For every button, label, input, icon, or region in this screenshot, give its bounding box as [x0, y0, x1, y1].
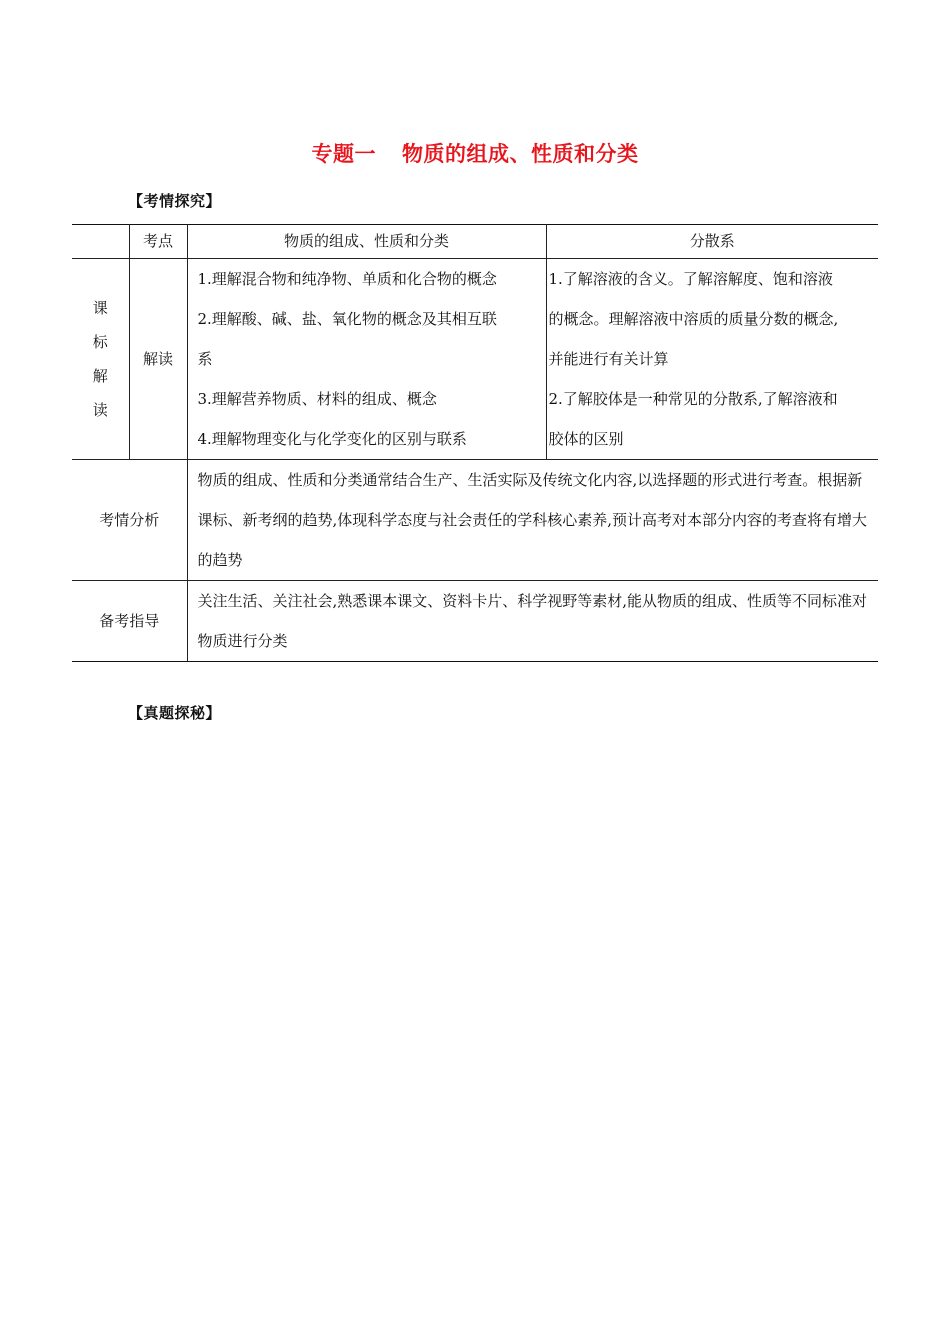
beikao-text: 关注生活、关注社会,熟悉课本课文、资料卡片、科学视野等素材,能从物质的组成、性质等不同标准对物质进行分类 [187, 581, 878, 662]
list-item: 1.理解混合物和纯净物、单质和化合物的概念 [197, 270, 497, 288]
label-kaoqing-fenxi: 考情分析 [72, 460, 187, 581]
title-topic-number: 专题一 [311, 142, 376, 166]
list-item: 系 [197, 350, 213, 368]
table-row-kaoqing [72, 460, 878, 581]
list-item: 4.理解物理变化与化学变化的区别与联系 [197, 430, 467, 448]
sublabel-jiedu: 解读 [129, 259, 187, 460]
table-row-kebiao [72, 259, 878, 460]
header-dispersion: 分散系 [546, 225, 878, 259]
composition-requirements [187, 259, 546, 460]
label-beikao-zhidao: 备考指导 [72, 581, 187, 662]
list-item: 1.了解溶液的含义。了解溶解度、饱和溶液 [548, 270, 833, 288]
label-kebiao-jiedu [72, 259, 129, 460]
header-composition: 物质的组成、性质和分类 [187, 225, 546, 259]
label-char: 课 [92, 299, 108, 317]
label-char: 解 [92, 367, 108, 385]
header-empty-cell [72, 225, 129, 259]
label-char: 标 [92, 333, 108, 351]
list-item: 2.理解酸、碱、盐、氧化物的概念及其相互联 [197, 310, 497, 328]
table-header-row [72, 225, 878, 259]
table-row-beikao [72, 581, 878, 662]
section-heading-real-questions: 【真题探秘】 [128, 704, 222, 722]
label-char: 读 [92, 401, 108, 419]
section-heading-exam-analysis: 【考情探究】 [128, 192, 222, 210]
kaoqing-text: 物质的组成、性质和分类通常结合生产、生活实际及传统文化内容,以选择题的形式进行考查。根据新课标、新考纲的趋势,体现科学态度与社会责任的学科核心素养,预计高考对本部分内容的考查将有增大的趋势 [187, 460, 878, 581]
header-kaodian: 考点 [129, 225, 187, 259]
list-item: 胶体的区别 [548, 430, 624, 448]
list-item: 的概念。理解溶液中溶质的质量分数的概念, [548, 310, 839, 328]
list-item: 并能进行有关计算 [548, 350, 669, 368]
page-title [0, 138, 950, 168]
title-topic-name: 物质的组成、性质和分类 [402, 142, 639, 166]
exam-analysis-table [72, 224, 878, 662]
dispersion-requirements [546, 259, 878, 460]
list-item: 2.了解胶体是一种常见的分散系,了解溶液和 [548, 390, 838, 408]
list-item: 3.理解营养物质、材料的组成、概念 [197, 390, 437, 408]
